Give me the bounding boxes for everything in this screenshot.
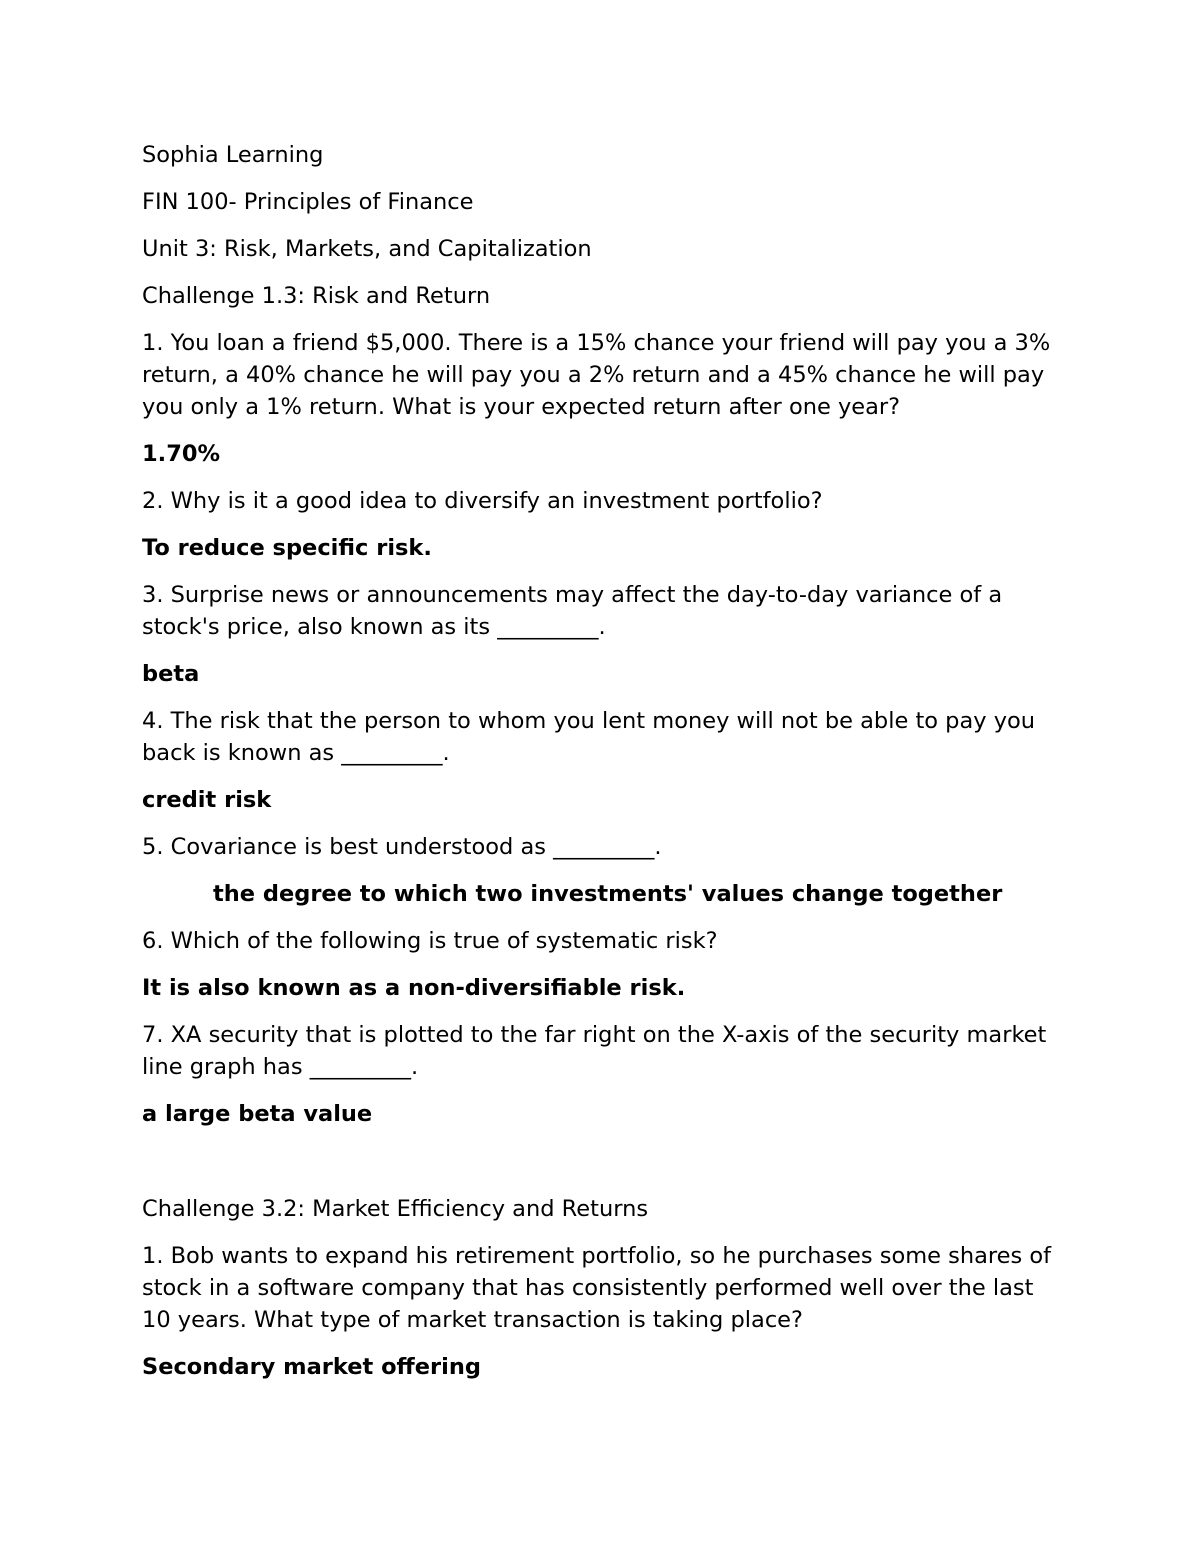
section-title-challenge-1-3: Challenge 1.3: Risk and Return	[142, 283, 491, 309]
answer-3: beta	[142, 661, 200, 687]
question-7: 7. XA security that is plotted to the far right on the X-axis of the security market line graph has _________.	[142, 1022, 1047, 1080]
answer-2: To reduce specific risk.	[142, 535, 432, 561]
header-course: FIN 100- Principles of Finance	[142, 189, 474, 215]
answer-5: the degree to which two investments' values change together	[213, 881, 1003, 907]
answer-1: 1.70%	[142, 441, 221, 467]
question-6: 6. Which of the following is true of systematic risk?	[142, 928, 718, 954]
question-3: 3. Surprise news or announcements may affect the day-to-day variance of a stock's price, also known as its _________.	[142, 582, 1003, 640]
question-4: 4. The risk that the person to whom you lent money will not be able to pay you back is known as _________.	[142, 708, 1036, 766]
header-institution: Sophia Learning	[142, 142, 324, 168]
document-page	[142, 139, 1062, 1383]
answer-6: It is also known as a non-diversifiable risk.	[142, 975, 686, 1001]
answer-4: credit risk	[142, 787, 272, 813]
section-title-challenge-3-2: Challenge 3.2: Market Efficiency and Returns	[142, 1196, 649, 1222]
question-1: 1. You loan a friend $5,000. There is a 15% chance your friend will pay you a 3% return, a 40% chance he will pay you a 2% return and a 45% chance he will pay you only a 1% return. What is your expected return after one year?	[142, 330, 1051, 420]
answer-s2-1: Secondary market offering	[142, 1354, 481, 1380]
question-2: 2. Why is it a good idea to diversify an investment portfolio?	[142, 488, 823, 514]
question-s2-1: 1. Bob wants to expand his retirement portfolio, so he purchases some shares of stock in a software company that has consistently performed well over the last 10 years. What type of market transaction is taking place?	[142, 1243, 1052, 1333]
question-5: 5. Covariance is best understood as _________.	[142, 834, 662, 860]
header-unit: Unit 3: Risk, Markets, and Capitalization	[142, 236, 592, 262]
answer-7: a large beta value	[142, 1101, 373, 1127]
